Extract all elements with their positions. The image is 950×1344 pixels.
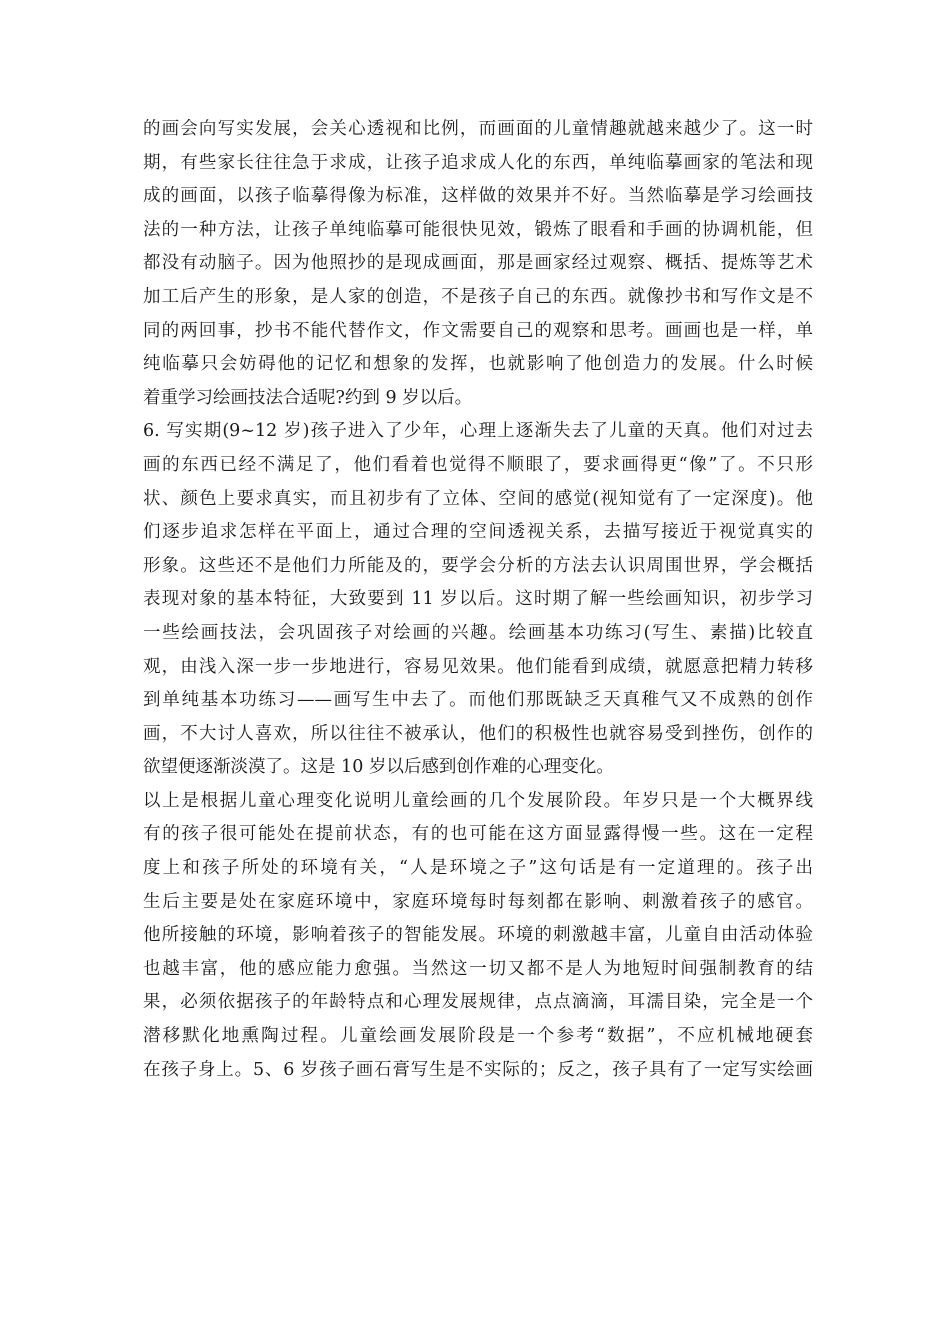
text-line: 有的孩子很可能处在提前状态，有的也可能在这方面显露得慢一些。这在一定程 (143, 824, 813, 845)
text-line: 的画会向写实发展，会关心透视和比例，而画面的儿童情趣就越来越少了。这一时 (143, 119, 813, 139)
text-line: 纯临摹只会妨碍他的记忆和想象的发挥，也就影响了他创造力的发展。什么时候 (143, 354, 813, 375)
text-line: 同的两回事，抄书不能代替作文，作文需要自己的观察和思考。画画也是一样，单 (143, 320, 813, 341)
text-line: 欲望便逐渐淡漠了。这是 10 岁以后感到创作难的心理变化。 (143, 757, 614, 778)
text-line: 到单纯基本功练习——画写生中去了。而他们那既缺乏天真稚气又不成熟的创作 (143, 690, 813, 711)
text-line: 果，必须依据孩子的年龄特点和心理发展规律，点点滴滴，耳濡目染，完全是一个 (143, 992, 813, 1013)
text-line: 画的东西已经不满足了，他们看着也觉得不顺眼了，要求画得更“像”了。不只形 (143, 454, 813, 475)
text-line: 度上和孩子所处的环境有关，“人是环境之子”这句话是有一定道理的。孩子出 (143, 858, 813, 879)
text-line: 也越丰富，他的感应能力愈强。当然这一切又都不是人为地短时间强制教育的结 (143, 958, 813, 979)
text-line: 法的一种方法，让孩子单纯临摹可能很快见效，锻炼了眼看和手画的协调机能，但 (143, 219, 813, 240)
text-line: 画，不大讨人喜欢，所以往往不被承认，他们的积极性也就容易受到挫伤，创作的 (143, 723, 813, 744)
text-line: 潜移默化地熏陶过程。儿童绘画发展阶段是一个参考“数据”，不应机械地硬套 (143, 1026, 813, 1047)
text-line: 成的画面，以孩子临摹得像为标准，这样做的效果并不好。当然临摹是学习绘画技 (143, 186, 813, 207)
body-text (143, 113, 813, 1087)
text-line: 期，有些家长往往急于求成，让孩子追求成人化的东西，单纯临摹画家的笔法和现 (143, 152, 813, 173)
text-line: 生后主要是处在家庭环境中，家庭环境每时每刻都在影响、刺激着孩子的感官。 (143, 891, 813, 912)
text-line: 形象。这些还不是他们力所能及的，要学会分析的方法去认识周围世界，学会概括 (143, 555, 813, 576)
text-line: 他所接触的环境，影响着孩子的智能发展。环境的刺激越丰富，儿童自由活动体验 (143, 925, 813, 946)
text-line: 着重学习绘画技法合适呢?约到 9 岁以后。 (143, 387, 473, 408)
text-line: 都没有动脑子。因为他照抄的是现成画面，那是画家经过观察、概括、提炼等艺术 (143, 253, 813, 274)
text-line: 观，由浅入深一步一步地进行，容易见效果。他们能看到成绩，就愿意把精力转移 (143, 656, 813, 677)
text-line: 一些绘画技法，会巩固孩子对绘画的兴趣。绘画基本功练习(写生、素描)比较直 (143, 622, 813, 643)
text-line: 6. 写实期(9~12 岁)孩子进入了少年，心理上逐渐失去了儿童的天真。他们对过去 (143, 421, 813, 442)
text-line: 表现对象的基本特征，大致要到 11 岁以后。这时期了解一些绘画知识，初步学习 (143, 589, 813, 610)
text-line: 在孩子身上。5、6 岁孩子画石膏写生是不实际的；反之，孩子具有了一定写实绘画 (143, 1059, 813, 1080)
text-line: 们逐步追求怎样在平面上，通过合理的空间透视关系，去描写接近于视觉真实的 (143, 522, 813, 543)
text-line: 加工后产生的形象，是人家的创造，不是孩子自己的东西。就像抄书和写作文是不 (143, 286, 813, 307)
text-line: 以上是根据儿童心理变化说明儿童绘画的几个发展阶段。年岁只是一个大概界线 (143, 790, 813, 811)
text-line: 状、颜色上要求真实，而且初步有了立体、空间的感觉(视知觉有了一定深度)。他 (143, 488, 813, 509)
